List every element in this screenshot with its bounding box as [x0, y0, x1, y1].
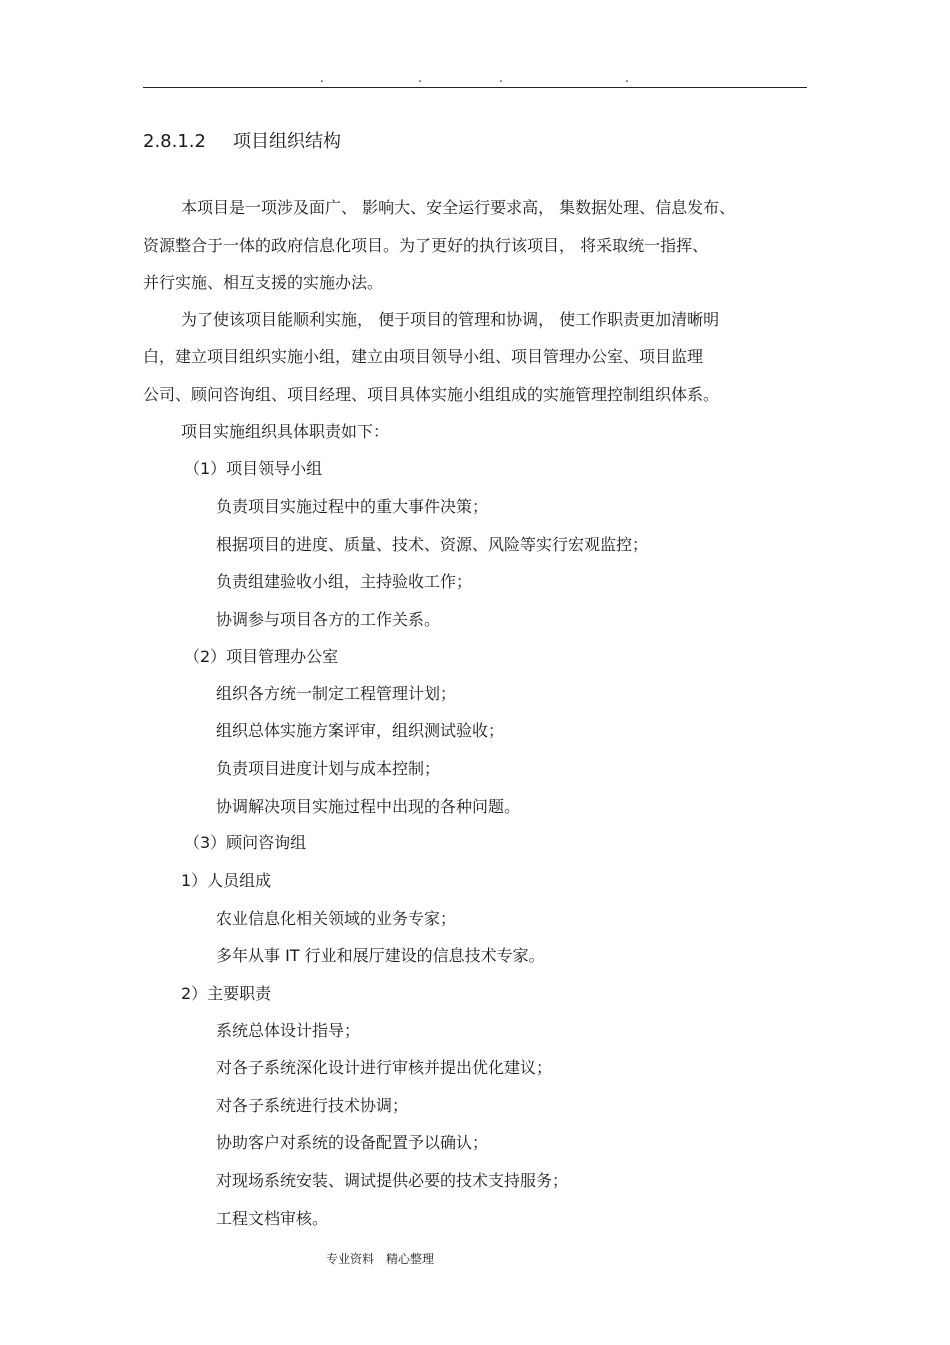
list-item: 系统总体设计指导；: [216, 1021, 361, 1040]
section-number: 2.8.1.2: [143, 131, 206, 152]
header-dot: .: [499, 71, 503, 85]
list-item: 多年从事 IT 行业和展厅建设的信息技术专家。: [216, 946, 545, 965]
paragraph-line: 公司、顾问咨询组、项目经理、项目具体实施小组组成的实施管理控制组织体系。: [143, 385, 720, 404]
subgroup-heading: 1）人员组成: [181, 871, 272, 890]
list-item: 工程文档审核。: [216, 1209, 329, 1228]
list-item: 协调解决项目实施过程中出现的各种问题。: [216, 797, 521, 816]
paragraph-line: 白，建立项目组织实施小组，建立由项目领导小组、项目管理办公室、项目监理: [143, 347, 704, 366]
header-dot: .: [625, 71, 629, 85]
paragraph-line: 并行实施、相互支援的实施办法。: [143, 273, 384, 292]
header-rule: [143, 87, 807, 88]
list-item: 农业信息化相关领域的业务专家；: [216, 909, 457, 928]
paragraph-line: 本项目是一项涉及面广、 影响大、安全运行要求高， 集数据处理、信息发布、: [181, 198, 736, 217]
list-item: 负责项目实施过程中的重大事件决策；: [216, 497, 489, 516]
list-item: 协调参与项目各方的工作关系。: [216, 610, 441, 629]
list-item: 对各子系统深化设计进行审核并提出优化建议；: [216, 1058, 553, 1077]
list-item: 负责组建验收小组，主持验收工作；: [216, 572, 473, 591]
group-heading: （3）顾问咨询组: [184, 833, 307, 852]
page-header: [0, 70, 950, 86]
list-item: 对各子系统进行技术协调；: [216, 1096, 409, 1115]
list-item: 组织各方统一制定工程管理计划；: [216, 684, 457, 703]
paragraph-line: 为了使该项目能顺利实施， 便于项目的管理和协调， 使工作职责更加清晰明: [181, 310, 720, 329]
list-item: 负责项目进度计划与成本控制；: [216, 759, 441, 778]
subgroup-heading: 2）主要职责: [181, 984, 272, 1003]
paragraph-line: 资源整合于一体的政府信息化项目。为了更好的执行该项目， 将采取统一指挥、: [143, 236, 709, 255]
group-heading: （1）项目领导小组: [184, 459, 323, 478]
header-dot: .: [320, 71, 324, 85]
header-dot: .: [418, 71, 422, 85]
group-heading: （2）项目管理办公室: [184, 647, 339, 666]
section-heading: [143, 129, 341, 155]
list-item: 组织总体实施方案评审，组织测试验收；: [216, 721, 505, 740]
section-title: 项目组织结构: [233, 131, 341, 152]
footer-right: 精心整理: [386, 1252, 435, 1266]
footer-left: 专业资料: [326, 1252, 375, 1266]
list-item: 根据项目的进度、质量、技术、资源、风险等实行宏观监控；: [216, 535, 649, 554]
list-item: 对现场系统安装、调试提供必要的技术支持服务；: [216, 1171, 569, 1190]
intro-line: 项目实施组织具体职责如下：: [181, 422, 390, 441]
page-footer: [326, 1251, 434, 1267]
list-item: 协助客户对系统的设备配置予以确认；: [216, 1133, 489, 1152]
